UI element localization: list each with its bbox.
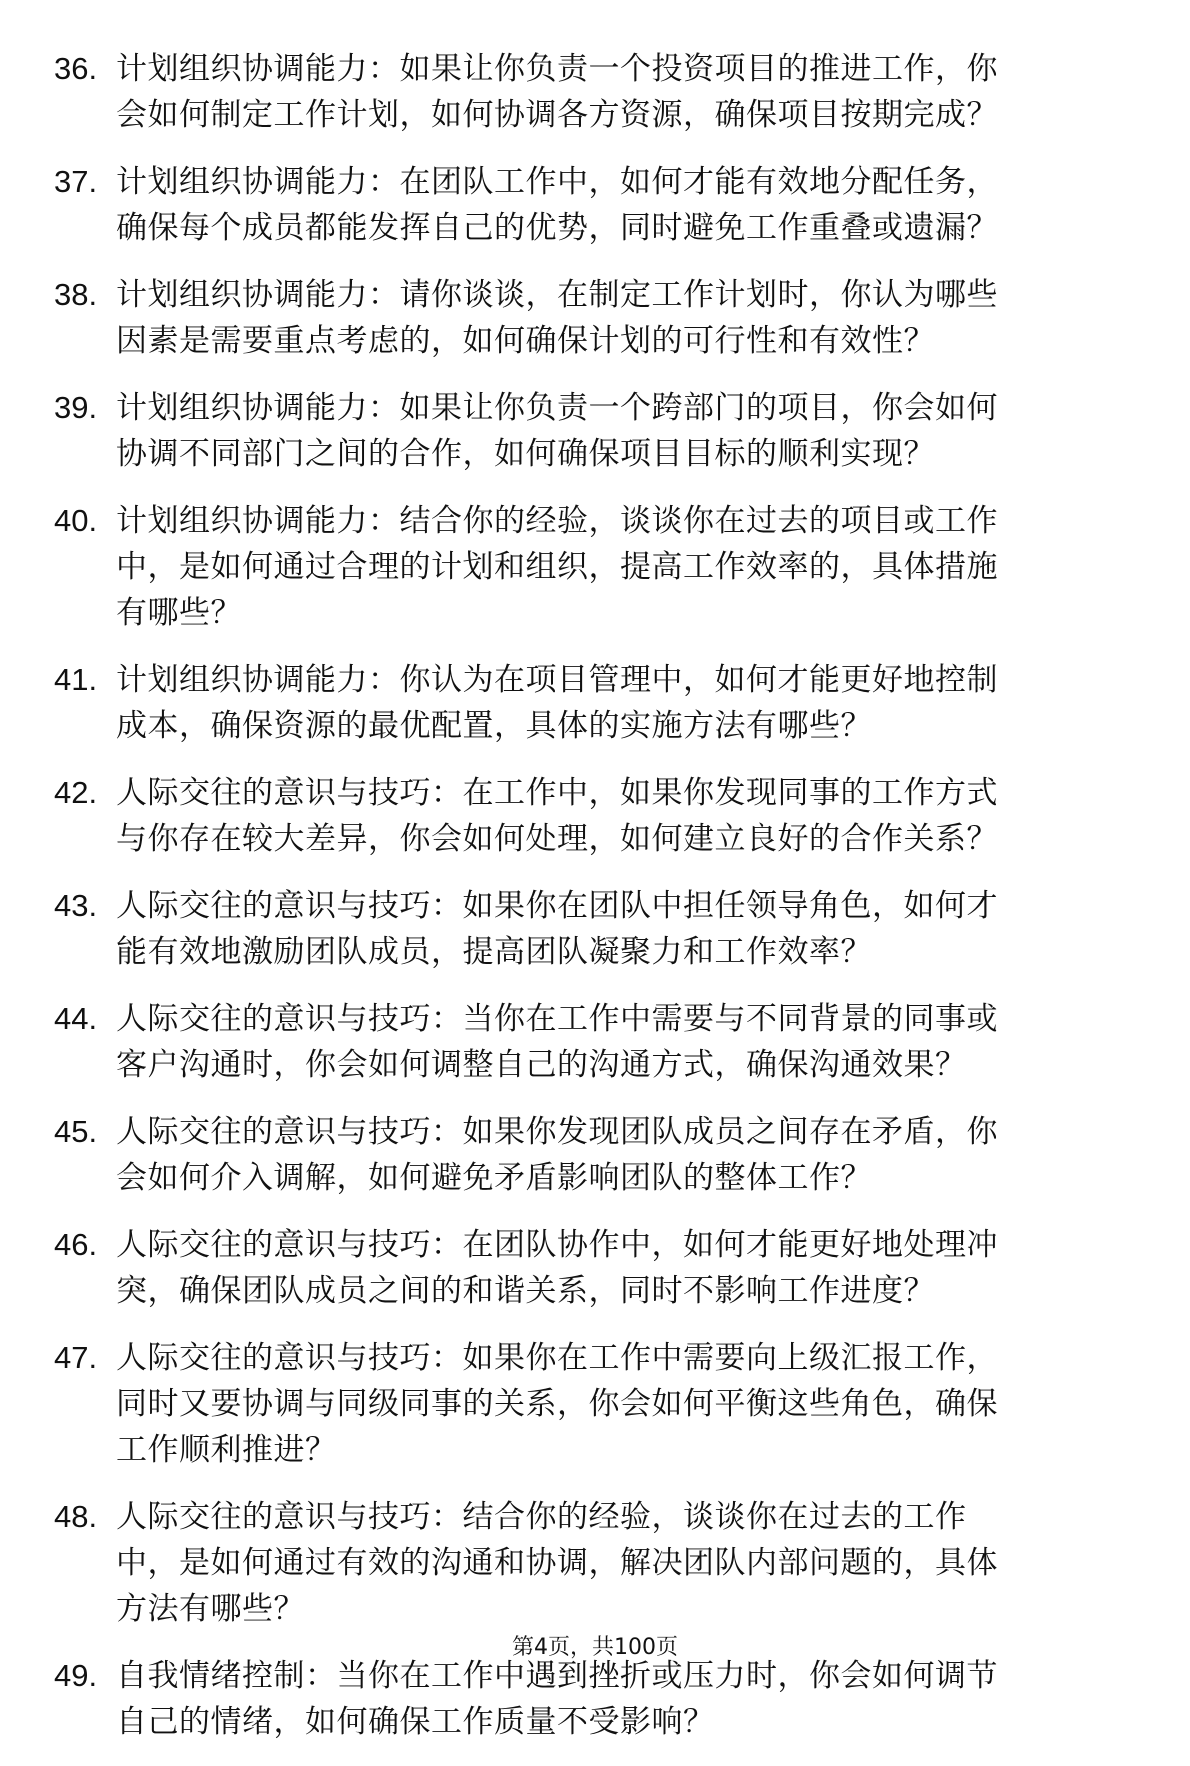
question-line: 计划组织协调能力：结合你的经验，谈谈你在过去的项目或工作 — [116, 503, 998, 539]
question-item — [54, 1222, 1124, 1314]
question-number: 46. — [54, 1227, 98, 1262]
question-line: 人际交往的意识与技巧：在工作中，如果你发现同事的工作方式 — [116, 775, 998, 811]
question-line: 人际交往的意识与技巧：如果你在工作中需要向上级汇报工作， — [116, 1340, 998, 1376]
question-line: 人际交往的意识与技巧：如果你在团队中担任领导角色，如何才 — [116, 888, 998, 924]
question-item — [54, 996, 1124, 1088]
question-line: 与你存在较大差异，你会如何处理，如何建立良好的合作关系？ — [116, 821, 998, 857]
question-line: 成本，确保资源的最优配置，具体的实施方法有哪些？ — [116, 708, 872, 744]
question-number: 39. — [54, 390, 98, 425]
question-item — [54, 883, 1124, 975]
question-text — [116, 1222, 1124, 1314]
question-line: 计划组织协调能力：在团队工作中，如何才能有效地分配任务， — [116, 164, 998, 200]
question-number: 45. — [54, 1114, 98, 1149]
question-number: 36. — [54, 51, 98, 86]
question-item — [54, 1109, 1124, 1201]
question-item — [54, 1494, 1124, 1632]
question-item — [54, 385, 1124, 477]
question-list — [54, 46, 1124, 1766]
question-number: 44. — [54, 1001, 98, 1036]
question-text — [116, 996, 1124, 1088]
question-line: 会如何制定工作计划，如何协调各方资源，确保项目按期完成？ — [116, 97, 998, 133]
question-line: 突，确保团队成员之间的和谐关系，同时不影响工作进度？ — [116, 1273, 935, 1309]
question-text — [116, 1335, 1124, 1473]
question-text — [116, 159, 1124, 251]
question-line: 计划组织协调能力：请你谈谈，在制定工作计划时，你认为哪些 — [116, 277, 998, 313]
question-line: 能有效地激励团队成员，提高团队凝聚力和工作效率？ — [116, 934, 872, 970]
question-number: 49. — [54, 1658, 98, 1693]
question-number: 43. — [54, 888, 98, 923]
question-number: 48. — [54, 1499, 98, 1534]
page-footer: 第4页，共100页 — [512, 1635, 678, 1660]
question-item — [54, 272, 1124, 364]
question-text — [116, 1653, 1124, 1745]
question-line: 中，是如何通过合理的计划和组织，提高工作效率的，具体措施 — [116, 549, 998, 585]
question-line: 人际交往的意识与技巧：在团队协作中，如何才能更好地处理冲 — [116, 1227, 998, 1263]
question-item — [54, 1335, 1124, 1473]
question-line: 计划组织协调能力：如果让你负责一个跨部门的项目，你会如何 — [116, 390, 998, 426]
question-text — [116, 498, 1124, 636]
question-number: 42. — [54, 775, 98, 810]
question-line: 会如何介入调解，如何避免矛盾影响团队的整体工作？ — [116, 1160, 872, 1196]
question-line: 人际交往的意识与技巧：结合你的经验，谈谈你在过去的工作 — [116, 1499, 967, 1535]
question-line: 自我情绪控制：当你在工作中遇到挫折或压力时，你会如何调节 — [116, 1658, 998, 1694]
question-number: 41. — [54, 662, 98, 697]
question-number: 38. — [54, 277, 98, 312]
question-line: 方法有哪些？ — [116, 1591, 305, 1627]
question-text — [116, 46, 1124, 138]
question-line: 同时又要协调与同级同事的关系，你会如何平衡这些角色，确保 — [116, 1386, 998, 1422]
question-line: 因素是需要重点考虑的，如何确保计划的可行性和有效性？ — [116, 323, 935, 359]
question-line: 计划组织协调能力：你认为在项目管理中，如何才能更好地控制 — [116, 662, 998, 698]
question-item — [54, 159, 1124, 251]
question-item — [54, 657, 1124, 749]
question-text — [116, 1494, 1124, 1632]
question-text — [116, 883, 1124, 975]
question-text — [116, 272, 1124, 364]
question-item — [54, 46, 1124, 138]
question-line: 确保每个成员都能发挥自己的优势，同时避免工作重叠或遗漏？ — [116, 210, 998, 246]
question-item — [54, 1653, 1124, 1745]
question-number: 37. — [54, 164, 98, 199]
question-text — [116, 657, 1124, 749]
question-number: 40. — [54, 503, 98, 538]
question-line: 自己的情绪，如何确保工作质量不受影响？ — [116, 1704, 715, 1740]
question-line: 人际交往的意识与技巧：如果你发现团队成员之间存在矛盾，你 — [116, 1114, 998, 1150]
question-line: 客户沟通时，你会如何调整自己的沟通方式，确保沟通效果？ — [116, 1047, 967, 1083]
question-item — [54, 770, 1124, 862]
question-item — [54, 498, 1124, 636]
question-line: 人际交往的意识与技巧：当你在工作中需要与不同背景的同事或 — [116, 1001, 998, 1037]
question-line: 有哪些？ — [116, 595, 242, 631]
question-text — [116, 385, 1124, 477]
question-line: 工作顺利推进？ — [116, 1432, 337, 1468]
question-text — [116, 1109, 1124, 1201]
question-text — [116, 770, 1124, 862]
question-line: 协调不同部门之间的合作，如何确保项目目标的顺利实现？ — [116, 436, 935, 472]
question-number: 47. — [54, 1340, 98, 1375]
question-line: 中，是如何通过有效的沟通和协调，解决团队内部问题的，具体 — [116, 1545, 998, 1581]
question-line: 计划组织协调能力：如果让你负责一个投资项目的推进工作，你 — [116, 51, 998, 87]
